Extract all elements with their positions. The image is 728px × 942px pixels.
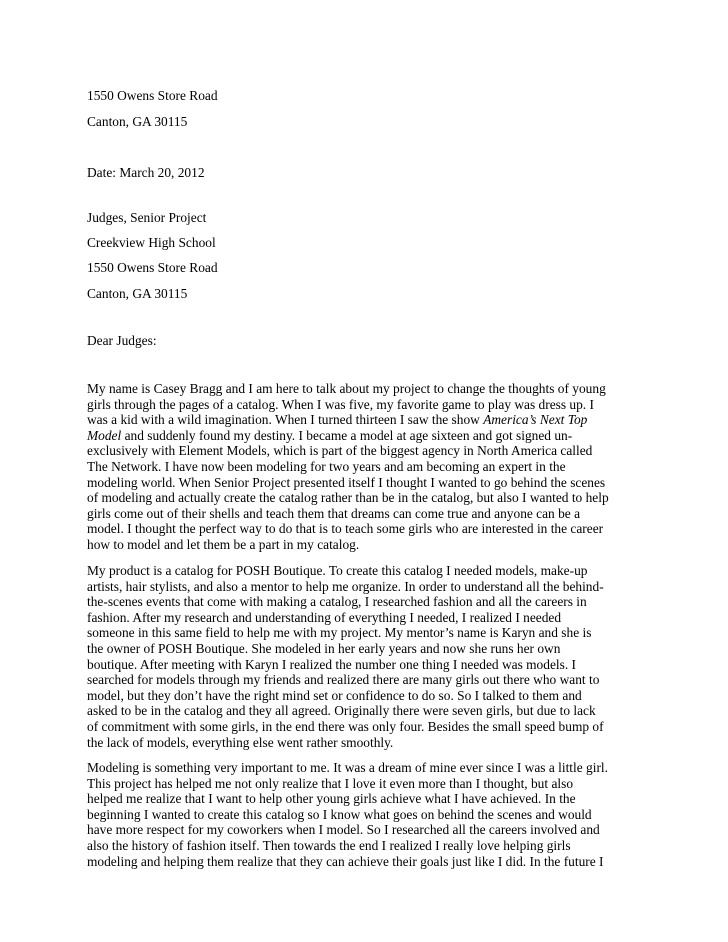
paragraph-2	[87, 563, 647, 750]
paragraph-line: helped me realize that I want to help other young girls achieve what I have achieved. In the	[87, 791, 576, 807]
paragraph-line: have more respect for my coworkers when I model. So I researched all the careers involved and	[87, 822, 600, 838]
paragraph-line: beginning I wanted to create this catalog so I know what goes on behind the scenes and would	[87, 806, 592, 822]
recipient-city: Canton, GA 30115	[87, 286, 188, 301]
paragraph-1	[87, 381, 647, 553]
paragraph-line: exclusively with Element Models, which is part of the biggest agency in North America called	[87, 443, 593, 459]
paragraph-line: This project has helped me not only realize that I love it even more than I thought, but also	[87, 775, 574, 791]
paragraph-line: the owner of POSH Boutique. She modeled in her early years and now she runs her own	[87, 640, 561, 656]
paragraph-line: how to model and let them be a part in my catalog.	[87, 536, 360, 552]
paragraph-line: someone in this same field to help me with my project. My mentor’s name is Karyn and she is	[87, 625, 592, 641]
text-run: and suddenly found my destiny. I became a model at age sixteen and got signed un-	[121, 427, 573, 443]
paragraph-line: girls through the pages of a catalog. When I was five, my favorite game to play was dress up. I	[87, 396, 594, 412]
paragraph-line: the-scenes events that come with making a catalog, I researched fashion and all the careers in	[87, 594, 587, 610]
recipient-street: 1550 Owens Store Road	[87, 260, 218, 275]
paragraph-line: model, but they don’t have the right mind set or confidence to do so. So I talked to them and	[87, 687, 582, 703]
paragraph-line: The Network. I have now been modeling for two years and am becoming an expert in the	[87, 458, 566, 474]
paragraph-line: modeling world. When Senior Project presented itself I thought I wanted to go behind the scenes	[87, 474, 606, 490]
paragraph-line: also the history of fashion itself. Then towards the end I realized I really love helping girls	[87, 837, 571, 853]
paragraph-line: Modeling is something very important to me. It was a dream of mine ever since I was a little girl.	[87, 760, 608, 775]
paragraph-line: searched for models through my friends and realized there are many girls out there who want to	[87, 672, 600, 688]
sender-street: 1550 Owens Store Road	[87, 88, 218, 103]
paragraph-line: model. I thought the perfect way to do that is to teach some girls who are interested in the career	[87, 521, 604, 537]
sender-city: Canton, GA 30115	[87, 114, 188, 129]
paragraph-line: fashion. After my research and understanding of everything I needed, I realized I needed	[87, 609, 562, 625]
paragraph-line: the lack of models, everything else went rather smoothly.	[87, 734, 394, 750]
paragraph-line: of commitment with some girls, in the end there was only four. Besides the small speed bump of	[87, 718, 604, 734]
paragraph-line: asked to be in the catalog and they all agreed. Originally there were seven girls, but due to lack	[87, 703, 596, 719]
show-title-italic: America’s Next Top	[483, 412, 588, 428]
paragraph-3	[87, 760, 647, 869]
show-title-italic: Model	[87, 427, 122, 443]
paragraph-line: My product is a catalog for POSH Boutique. To create this catalog I needed models, make-up	[87, 563, 588, 578]
text-run: was a kid with a wild imagination. When I turned thirteen I saw the show	[87, 412, 484, 428]
recipient-title: Judges, Senior Project	[87, 210, 207, 225]
paragraph-line	[87, 412, 647, 428]
recipient-school: Creekview High School	[87, 235, 216, 250]
paragraph-line: of modeling and actually create the catalog rather than be in the catalog, but also I wanted to help	[87, 490, 609, 506]
paragraph-line: girls come out of their shells and teach them that dreams can come true and anyone can be a	[87, 505, 581, 521]
letter-date: Date: March 20, 2012	[87, 165, 205, 180]
salutation: Dear Judges:	[87, 333, 157, 348]
paragraph-line: My name is Casey Bragg and I am here to talk about my project to change the thoughts of young	[87, 381, 606, 396]
paragraph-line: artists, hair stylists, and also a mentor to help me organize. In order to understand all the behind-	[87, 578, 604, 594]
paragraph-line: modeling and helping them realize that they can achieve their goals just like I did. In the future I	[87, 853, 604, 869]
paragraph-line: boutique. After meeting with Karyn I realized the number one thing I needed was models. I	[87, 656, 576, 672]
paragraph-line	[87, 428, 647, 444]
